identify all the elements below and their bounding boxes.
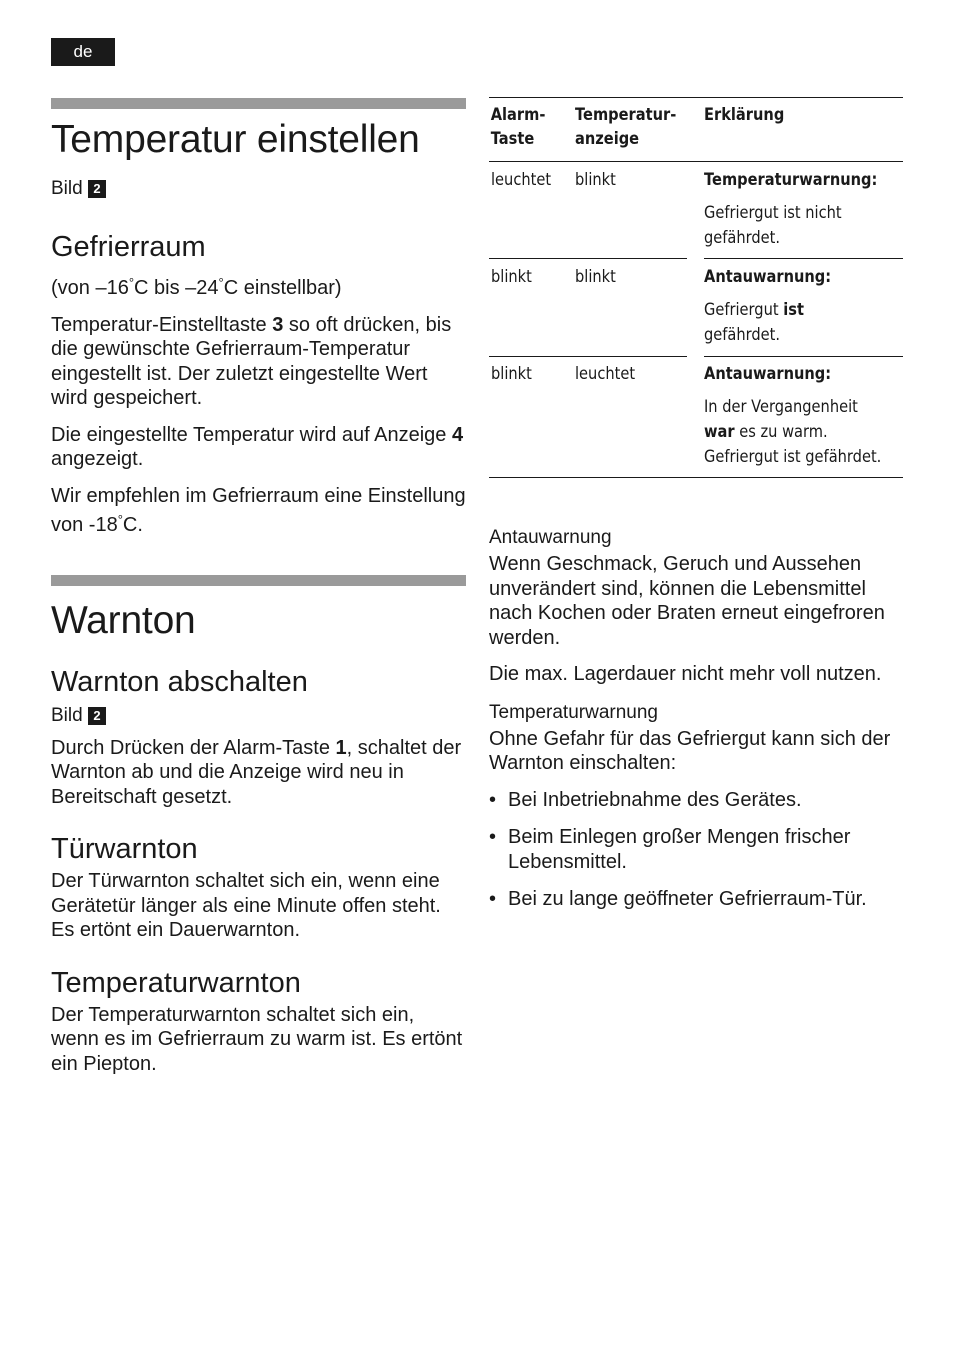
cell-explanation-text: Gefriergut ist nicht gefährdet. [704,203,842,248]
temperature-range-text: (von –16°C bis –24°C einstellbar) [51,275,342,299]
subsection-title-tuerwarnton: Türwarnton [51,833,198,865]
table-row [489,162,903,259]
cell-explanation-text: Gefriergut ist gefährdet. [704,300,804,345]
header-alarm-taste: Alarm- Taste [490,105,546,149]
temperature-alarm-paragraph: Der Temperaturwarnton schaltet sich ein, wenn es im Gefrierraum zu warm ist. Es ertönt ein Piepton. [51,1003,463,1075]
cell-anzeige: blinkt [575,267,616,287]
figure-reference [51,704,466,728]
table-header-row [489,98,903,162]
subsection-title-gefrierraum: Gefrierraum [51,231,206,263]
language-tag: de [51,38,115,66]
figure-label: Bild [51,704,83,726]
list-item: • Bei zu lange geöffneter Gefrierraum-Tür. [489,887,903,912]
row-divider [489,258,687,259]
cell-alarm: blinkt [491,364,532,384]
row-divider [704,356,903,357]
table-row [489,259,903,356]
list-item: • Beim Einlegen großer Mengen frischer Lebensmittel. [489,825,903,874]
display-paragraph: Die eingestellte Temperatur wird auf Anzeige 4 angezeigt. [51,423,464,470]
antau-paragraph-1: Wenn Geschmack, Geruch und Aussehen unverändert sind, können die Lebensmittel nach Kochen oder Braten erneut eingefroren werden. [489,553,885,649]
cell-alarm: blinkt [491,267,532,287]
door-alarm-paragraph: Der Türwarnton schaltet sich ein, wenn eine Gerätetür länger als eine Minute offen steht. Es ertönt ein Dauerwarnton. [51,870,441,941]
figure-label: Bild [51,178,83,199]
figure-number-badge: 2 [88,707,106,725]
cell-explanation-title: Antauwarnung: [704,267,832,287]
cell-alarm: leuchtet [491,170,552,190]
subsection-title-warnton-abschalten: Warnton abschalten [51,665,308,698]
section-title-warnton: Warnton [51,598,196,642]
subsection-title-temperaturwarnton: Temperaturwarnton [51,966,301,999]
section-divider-bar [51,98,466,109]
left-column [51,98,466,1088]
setting-instruction-paragraph: Temperatur-Einstelltaste 3 so oft drücken, bis die gewünschte Gefrierraum-Temperatur eingestellt ist. Der zuletzt eingestellte Wert wird gespeichert. [51,313,452,409]
recommendation-paragraph: Wir empfehlen im Gefrierraum eine Einstellung von -18°C. [51,484,466,536]
alarm-key-paragraph: Durch Drücken der Alarm-Taste 1, schaltet der Warnton ab und die Anzeige wird neu in Bereitschaft gesetzt. [51,736,462,808]
header-erklaerung: Erklärung [704,105,785,125]
cell-explanation-title: Temperaturwarnung: [704,170,878,190]
table-row [489,356,903,477]
temperaturwarnung-paragraph: Ohne Gefahr für das Gefriergut kann sich der Warnton einschalten: [489,727,891,774]
cell-anzeige: blinkt [575,170,616,190]
heading-antauwarnung: Antauwarnung [489,527,612,548]
antau-paragraph-2: Die max. Lagerdauer nicht mehr voll nutzen. [489,663,882,685]
cell-anzeige: leuchtet [575,364,636,384]
cell-explanation-text: In der Vergangenheit war es zu warm. Gefriergut ist gefährdet. [704,397,882,467]
list-item: • Bei Inbetriebnahme des Gerätes. [489,788,903,813]
alarm-table [489,97,903,478]
warning-cause-list [489,788,903,912]
row-divider [489,356,687,357]
figure-number-badge: 2 [88,180,106,198]
section-divider-bar [51,575,466,586]
section-title-temperatur: Temperatur einstellen [51,118,420,161]
row-divider [704,258,903,259]
cell-explanation-title: Antauwarnung: [704,364,832,384]
right-column [489,97,903,925]
heading-temperaturwarnung: Temperaturwarnung [489,701,658,723]
header-temperaturanzeige: Temperatur- anzeige [575,105,677,149]
figure-reference [51,177,466,201]
